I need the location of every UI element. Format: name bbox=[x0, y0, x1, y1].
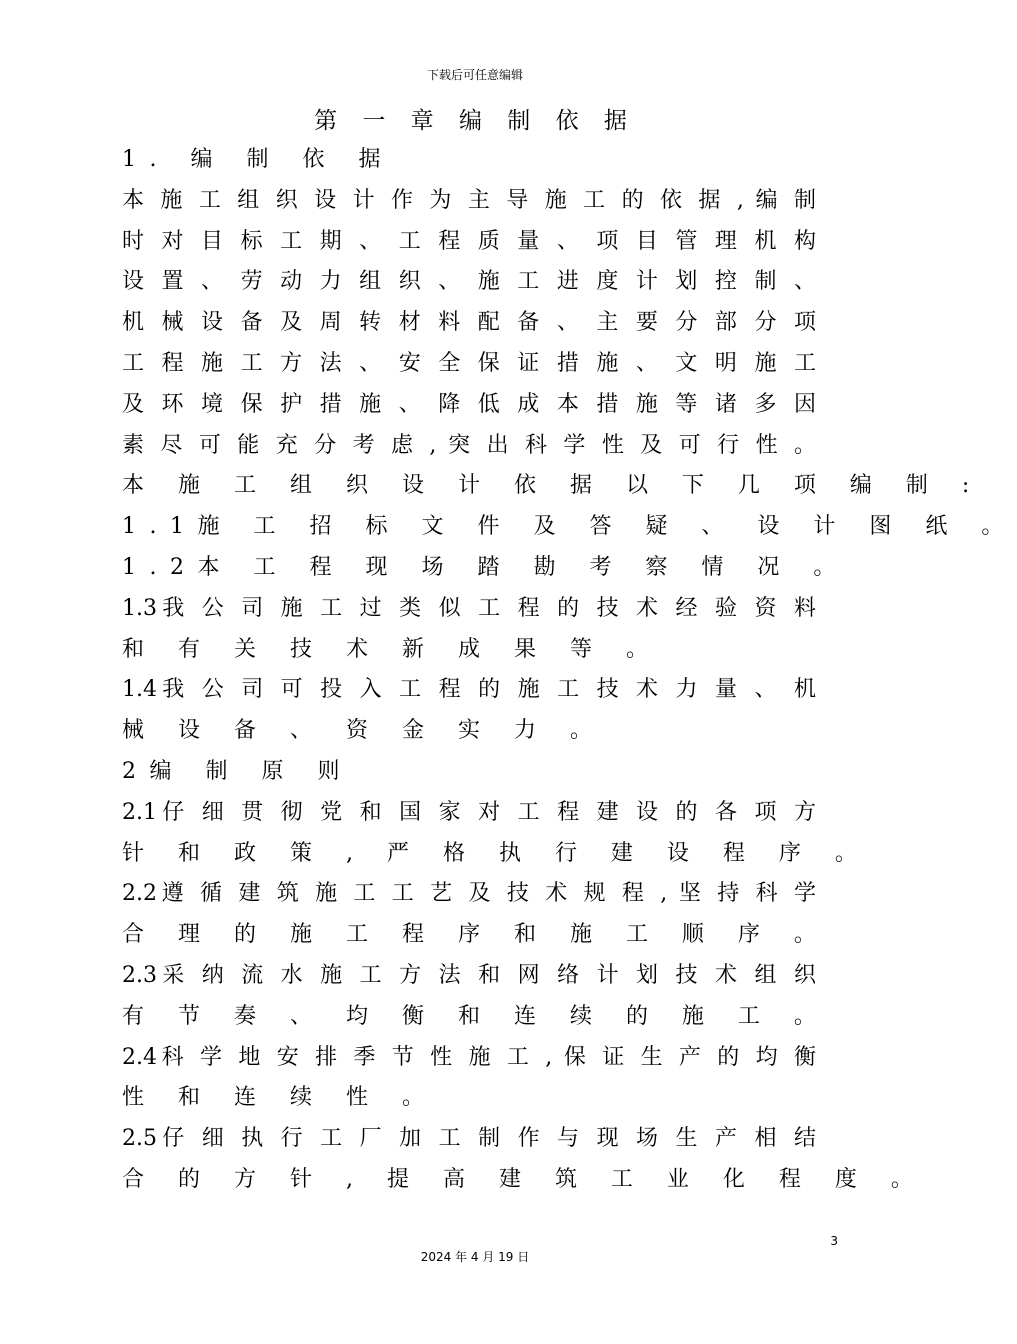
list-item-continuation: 性 和 连 续 性 。 bbox=[122, 1085, 438, 1111]
list-item-continuation: 有 节 奏 、 均 衡 和 连 续 的 施 工 。 bbox=[122, 1003, 830, 1029]
paragraph-line: 工 程 施 工 方 法 、 安 全 保 证 措 施 、 文 明 施 工 bbox=[122, 350, 816, 376]
paragraph-line: 素 尽 可 能 充 分 考 虑 , 突 出 科 学 性 及 可 行 性 。 bbox=[122, 432, 816, 458]
paragraph-line: 机 械 设 备 及 周 转 材 料 配 备 、 主 要 分 部 分 项 bbox=[122, 310, 816, 336]
section-heading: 1. 编 制 依 据 bbox=[122, 147, 394, 172]
list-item: 2.3采 纳 流 水 施 工 方 法 和 网 络 计 划 技 术 组 织 bbox=[122, 962, 816, 988]
list-item: 1.4我 公 司 可 投 入 工 程 的 施 工 技 术 力 量 、 机 bbox=[122, 677, 816, 703]
list-item-continuation: 合 的 方 针 , 提 高 建 筑 工 业 化 程 度 。 bbox=[122, 1166, 927, 1192]
paragraph-line: 时 对 目 标 工 期 、 工 程 质 量 、 项 目 管 理 机 构 bbox=[122, 228, 816, 254]
paragraph-line: 本 施 工 组 织 设 计 作 为 主 导 施 工 的 依 据 , 编 制 bbox=[122, 187, 816, 213]
header-note: 下载后可任意编辑 bbox=[426, 68, 523, 82]
list-item: 1.1施 工 招 标 文 件 及 答 疑 、 设 计 图 纸 。 bbox=[122, 514, 1017, 540]
section-heading: 2编 制 原 则 bbox=[122, 758, 353, 784]
list-item: 2.2遵 循 建 筑 施 工 工 艺 及 技 术 规 程 , 坚 持 科 学 bbox=[122, 881, 816, 907]
list-item: 2.1仔 细 贯 彻 党 和 国 家 对 工 程 建 设 的 各 项 方 bbox=[122, 799, 816, 825]
paragraph-line: 设 置 、 劳 动 力 组 织 、 施 工 进 度 计 划 控 制 、 bbox=[122, 269, 816, 295]
list-item-continuation: 械 设 备 、 资 金 实 力 。 bbox=[122, 718, 606, 744]
list-item: 1.2本 工 程 现 场 踏 勘 考 察 情 况 。 bbox=[122, 554, 849, 580]
list-item-continuation: 合 理 的 施 工 程 序 和 施 工 顺 序 。 bbox=[122, 922, 830, 948]
list-item: 2.4科 学 地 安 排 季 节 性 施 工 , 保 证 生 产 的 均 衡 bbox=[122, 1044, 816, 1070]
list-item-continuation: 和 有 关 技 术 新 成 果 等 。 bbox=[122, 636, 662, 662]
list-item: 2.5仔 细 执 行 工 厂 加 工 制 作 与 现 场 生 产 相 结 bbox=[122, 1126, 816, 1152]
paragraph-line: 本 施 工 组 织 设 计 依 据 以 下 几 项 编 制 : bbox=[122, 473, 983, 499]
list-item: 1.3我 公 司 施 工 过 类 似 工 程 的 技 术 经 验 资 料 bbox=[122, 595, 816, 621]
chapter-title: 第 一 章 编 制 依 据 bbox=[314, 108, 636, 134]
footer-date: 2024 年 4 月 19 日 bbox=[420, 1250, 530, 1264]
list-item-continuation: 针 和 政 策 , 严 格 执 行 建 设 程 序 。 bbox=[122, 840, 871, 866]
page-number: 3 bbox=[830, 1234, 838, 1248]
document-body bbox=[122, 140, 1017, 1201]
paragraph-line: 及 环 境 保 护 措 施 、 降 低 成 本 措 施 等 诸 多 因 bbox=[122, 391, 816, 417]
